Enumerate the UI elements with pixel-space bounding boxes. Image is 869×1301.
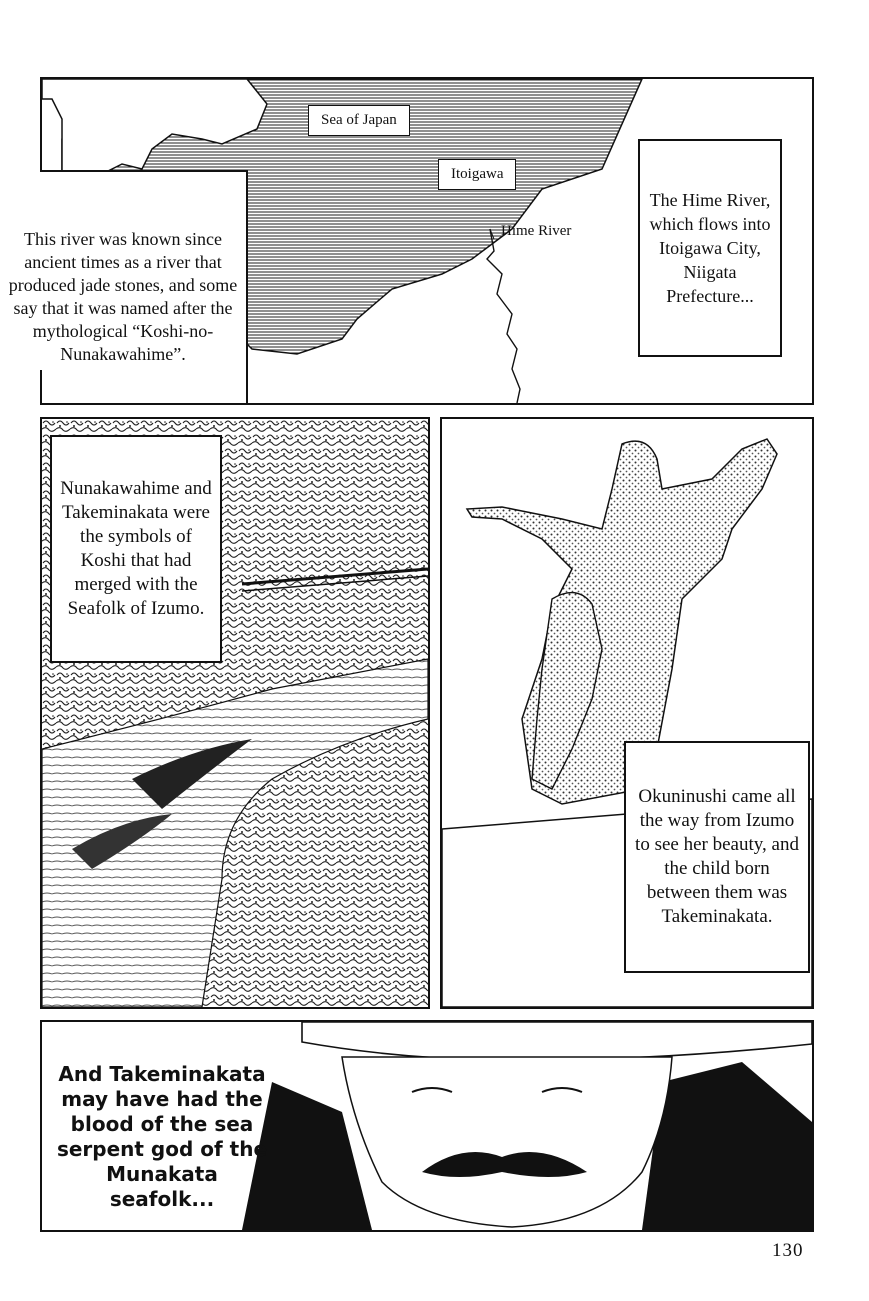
map-left-border-top — [40, 170, 248, 172]
sea-of-japan-label: Sea of Japan — [308, 105, 410, 136]
face — [342, 1057, 672, 1227]
page-number: 130 — [772, 1240, 804, 1261]
man-panel — [40, 1020, 814, 1232]
itoigawa-label: Itoigawa — [438, 159, 516, 190]
river-panel — [40, 417, 430, 1009]
statue-panel — [440, 417, 814, 1009]
river-caption: Nunakawahime and Takeminakata were the symbols of Koshi that had merged with the Seafolk of Izumo. — [50, 435, 222, 663]
map-caption-right: The Hime River, which flows into Itoigawa City, Niigata Prefecture... — [638, 139, 782, 357]
statue-caption: Okuninushi came all the way from Izumo to see her beauty, and the child born between them was Takeminakata. — [624, 741, 810, 973]
hat-brim — [302, 1022, 812, 1060]
map-left-border — [246, 170, 248, 405]
speech-text: And Takeminakata may have had the blood of the sea serpent god of the Munakata seafolk... — [56, 1062, 268, 1211]
hime-river-label: Hime River — [501, 223, 572, 239]
hime-river-line — [487, 229, 520, 403]
map-caption-left: This river was known since ancient times as a river that produced jade stones, and some say that it was named after the mythological “Koshi-no-Nunakawahime”. — [8, 229, 238, 364]
